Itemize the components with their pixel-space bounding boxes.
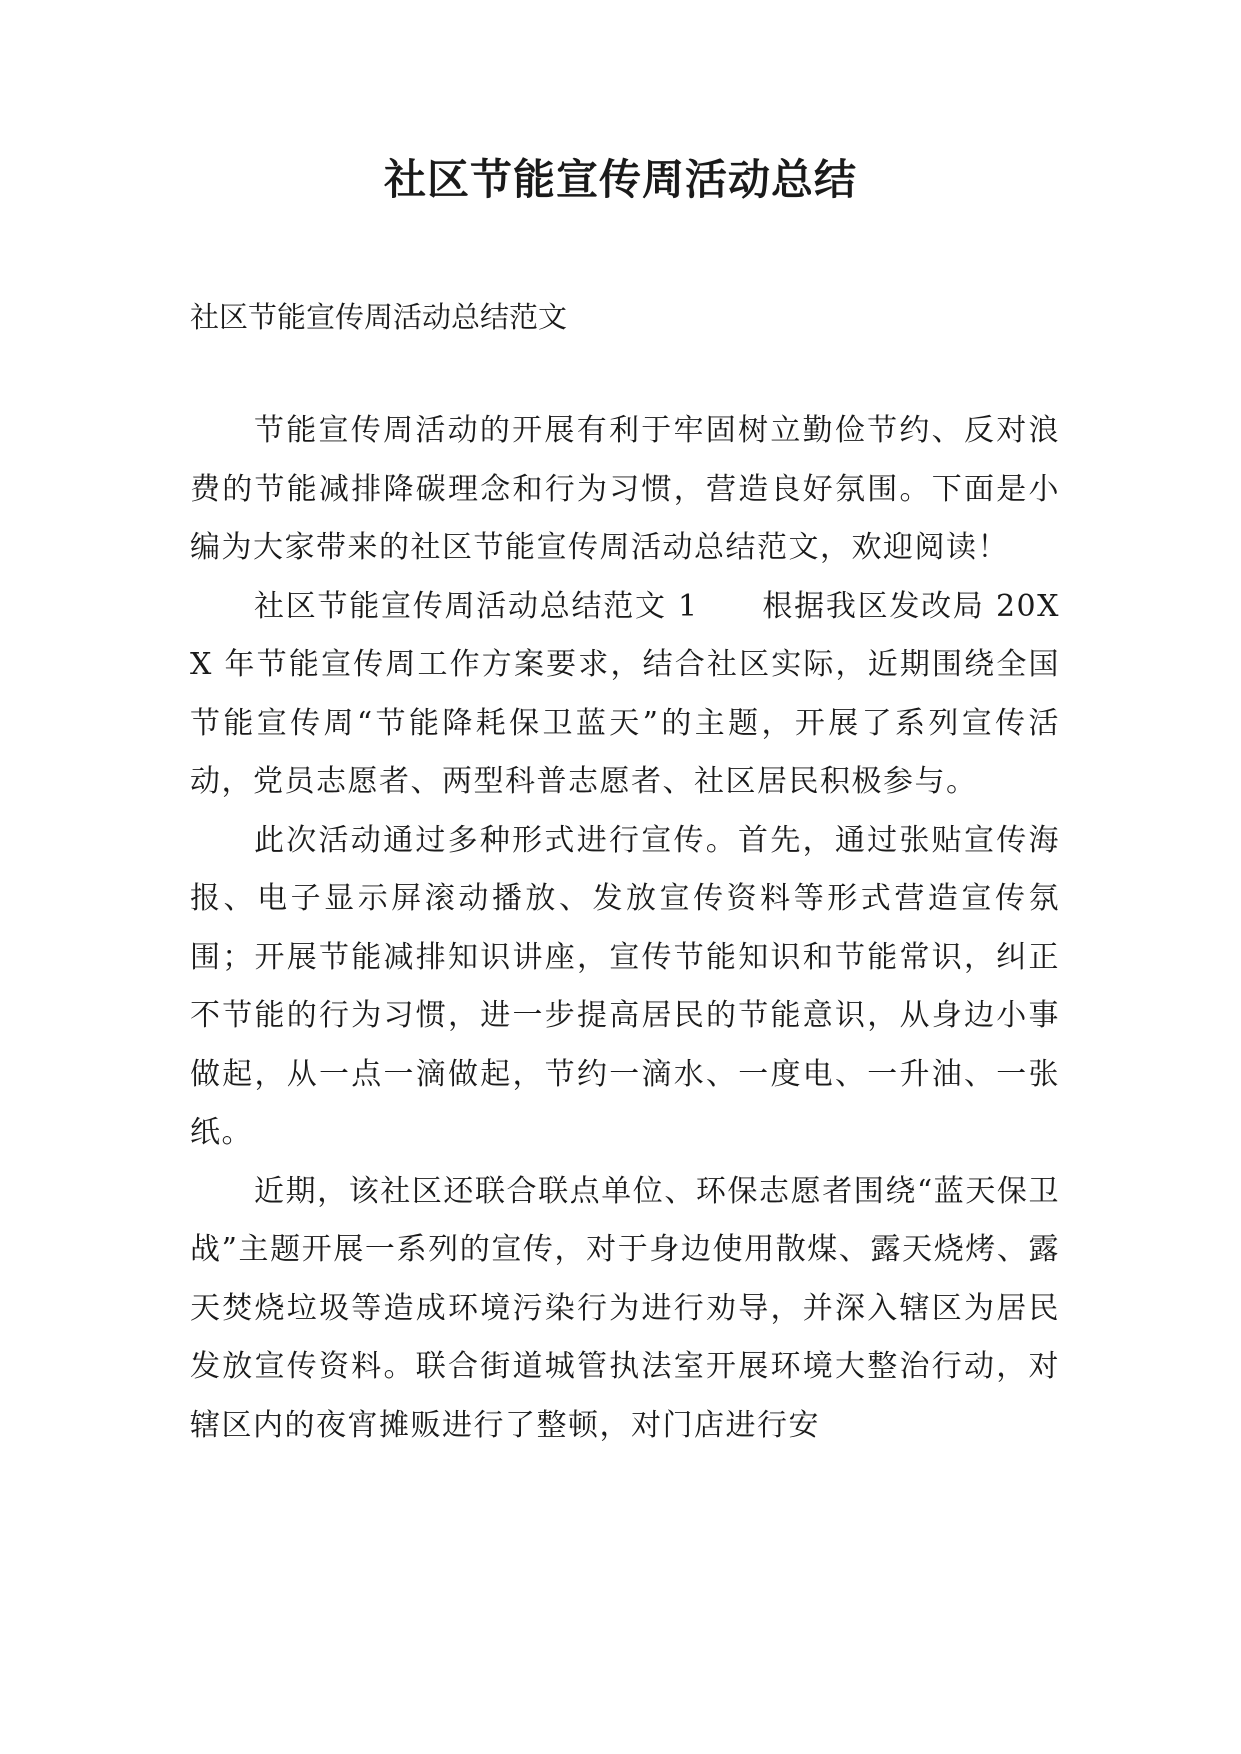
paragraph-recent: 近期，该社区还联合联点单位、环保志愿者围绕“蓝天保卫战”主题开展一系列的宣传，对于身边使用散煤、露天烧烤、露天焚烧垃圾等造成环境污染行为进行劝导，并深入辖区为居民发放宣传资料。联合街道城管执法室开展环境大整治行动，对辖区内的夜宵摊贩进行了整顿，对门店进行安 xyxy=(190,1173,1060,1443)
paragraph-sample-1: 社区节能宣传周活动总结范文 1 根据我区发改局 20XX 年节能宣传周工作方案要求，结合社区实际，近期围绕全国节能宣传周“节能降耗保卫蓝天”的主题，开展了系列宣传活动，党员志愿者、两型科普志愿者、社区居民积极参与。 xyxy=(190,588,1060,799)
document-body xyxy=(190,402,1060,1455)
paragraph-intro: 节能宣传周活动的开展有利于牢固树立勤俭节约、反对浪费的节能减排降碳理念和行为习惯，营造良好氛围。下面是小编为大家带来的社区节能宣传周活动总结范文，欢迎阅读！ xyxy=(190,413,1060,565)
paragraph-activities: 此次活动通过多种形式进行宣传。首先，通过张贴宣传海报、电子显示屏滚动播放、发放宣传资料等形式营造宣传氛围；开展节能减排知识讲座，宣传节能知识和节能常识，纠正不节能的行为习惯，进一步提高居民的节能意识，从身边小事做起，从一点一滴做起，节约一滴水、一度电、一升油、一张纸。 xyxy=(190,822,1060,1150)
document-subtitle: 社区节能宣传周活动总结范文 xyxy=(190,300,568,334)
document-title: 社区节能宣传周活动总结 xyxy=(383,155,857,204)
